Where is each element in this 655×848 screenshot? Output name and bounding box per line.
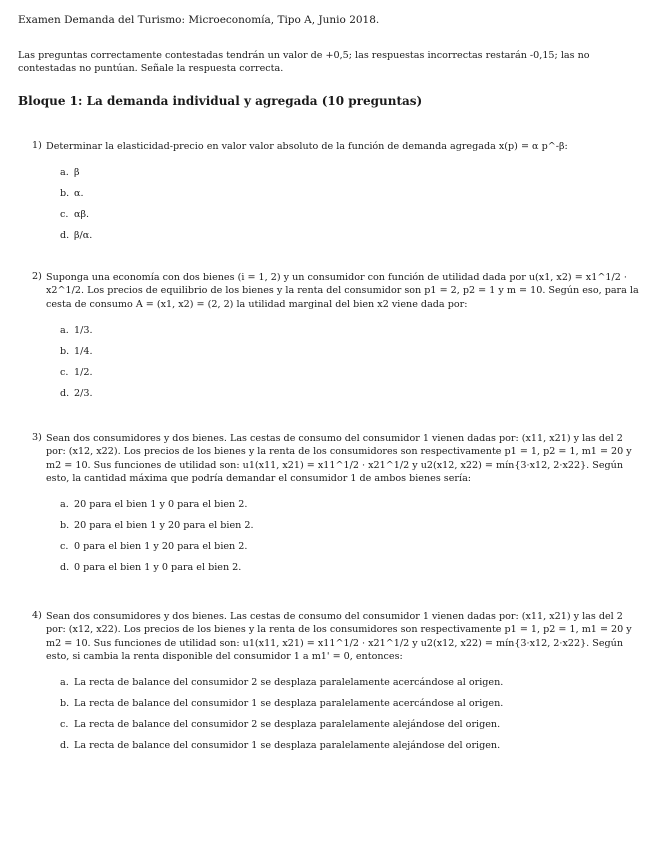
option-label: c. xyxy=(60,719,69,731)
question-number: 4) xyxy=(32,610,42,621)
option-b xyxy=(60,341,642,362)
section-title: Bloque 1: La demanda individual y agregada (10 preguntas) xyxy=(18,94,423,108)
option-a xyxy=(60,494,642,515)
option-label: b. xyxy=(60,188,70,200)
question-text: Determinar la elasticidad-precio en valor valor absoluto de la función de demanda agregada x(p) = α p^-β: xyxy=(46,141,568,152)
options-list xyxy=(60,162,642,246)
option-c xyxy=(60,536,642,557)
option-text: 2/3. xyxy=(74,387,93,399)
option-text: β/α. xyxy=(74,230,93,242)
option-label: d. xyxy=(60,230,70,242)
options-list xyxy=(60,494,642,578)
question-number: 3) xyxy=(32,432,42,443)
question-3 xyxy=(32,432,642,578)
option-label: a. xyxy=(60,167,69,179)
option-b xyxy=(60,183,642,204)
option-a xyxy=(60,320,642,341)
option-label: a. xyxy=(60,499,69,511)
option-d xyxy=(60,383,642,404)
question-text: Sean dos consumidores y dos bienes. Las cestas de consumo del consumidor 1 vienen dadas por: (x11, x21) y las del 2 por: (x12, x22). Los precios de los bienes y la renta de los consumidores son respectivamente p1 = 1, p2 = 1, m1 = 20 y m2 = 10. Sus funciones de utilidad son: u1(x11, x21) = x11^1/2 · x21^1/2 y u2(x12, x22) = mín{3·x12, 2·x22}. Según esto, la cantidad máxima que podría demandar el consumidor 1 de ambos bienes sería: xyxy=(46,433,632,484)
question-text: Sean dos consumidores y dos bienes. Las cestas de consumo del consumidor 1 vienen dadas por: (x11, x21) y las del 2 por: (x12, x22). Los precios de los bienes y la renta de los consumidores son respectivamente p1 = 1, p2 = 1, m1 = 20 y m2 = 10. Sus funciones de utilidad son: u1(x11, x21) = x11^1/2 · x21^1/2 y u2(x12, x22) = mín{3·x12, 2·x22}. Según esto, si cambia la renta disponible del consumidor 1 a m1' = 0, entonces: xyxy=(46,611,632,662)
instructions-paragraph: Las preguntas correctamente contestadas tendrán un valor de +0,5; las respuestas incorrectas restarán -0,15; las no contestadas no puntúan. Señale la respuesta correcta. xyxy=(18,50,590,74)
options-list xyxy=(60,672,642,756)
question-text: Suponga una economía con dos bienes (i = 1, 2) y un consumidor con función de utilidad dada por u(x1, x2) = x1^1/2 · x2^1/2. Los precios de equilibrio de los bienes y la renta del consumidor son p1 = 2, p2 = 1 y m = 10. Según eso, para la cesta de consumo A = (x1, x2) = (2, 2) la utilidad marginal del bien x2 viene dada por: xyxy=(46,272,639,310)
option-label: d. xyxy=(60,562,70,574)
option-text: 1/2. xyxy=(74,366,93,378)
option-text: La recta de balance del consumidor 1 se desplaza paralelamente acercándose al origen. xyxy=(74,698,504,710)
option-label: b. xyxy=(60,345,70,357)
option-text: α. xyxy=(74,188,84,200)
option-text: 20 para el bien 1 y 20 para el bien 2. xyxy=(74,520,254,532)
option-c xyxy=(60,714,642,735)
option-c xyxy=(60,204,642,225)
option-d xyxy=(60,735,642,756)
option-b xyxy=(60,693,642,714)
option-b xyxy=(60,515,642,536)
question-number: 2) xyxy=(32,271,42,282)
option-label: b. xyxy=(60,520,70,532)
options-list xyxy=(60,320,642,404)
option-label: c. xyxy=(60,366,69,378)
option-text: 20 para el bien 1 y 0 para el bien 2. xyxy=(74,499,248,511)
option-text: 0 para el bien 1 y 0 para el bien 2. xyxy=(74,562,242,574)
exam-header: Examen Demanda del Turismo: Microeconomía, Tipo A, Junio 2018. xyxy=(18,14,380,26)
option-a xyxy=(60,162,642,183)
option-text: La recta de balance del consumidor 2 se desplaza paralelamente alejándose del origen. xyxy=(74,719,501,731)
option-label: b. xyxy=(60,698,70,710)
option-d xyxy=(60,225,642,246)
option-label: c. xyxy=(60,541,69,553)
question-2 xyxy=(32,271,642,404)
option-label: a. xyxy=(60,677,69,689)
option-text: β xyxy=(74,167,80,179)
question-number: 1) xyxy=(32,140,42,151)
option-text: 1/4. xyxy=(74,345,93,357)
option-text: La recta de balance del consumidor 1 se desplaza paralelamente alejándose del origen. xyxy=(74,740,501,752)
option-text: 1/3. xyxy=(74,324,93,336)
option-label: a. xyxy=(60,324,69,336)
option-text: 0 para el bien 1 y 20 para el bien 2. xyxy=(74,541,248,553)
option-label: d. xyxy=(60,740,70,752)
question-1 xyxy=(32,140,642,246)
option-label: c. xyxy=(60,209,69,221)
option-c xyxy=(60,362,642,383)
option-label: d. xyxy=(60,387,70,399)
option-a xyxy=(60,672,642,693)
question-4 xyxy=(32,610,642,756)
option-text: La recta de balance del consumidor 2 se desplaza paralelamente acercándose al origen. xyxy=(74,677,504,689)
option-text: αβ. xyxy=(74,209,90,221)
option-d xyxy=(60,557,642,578)
